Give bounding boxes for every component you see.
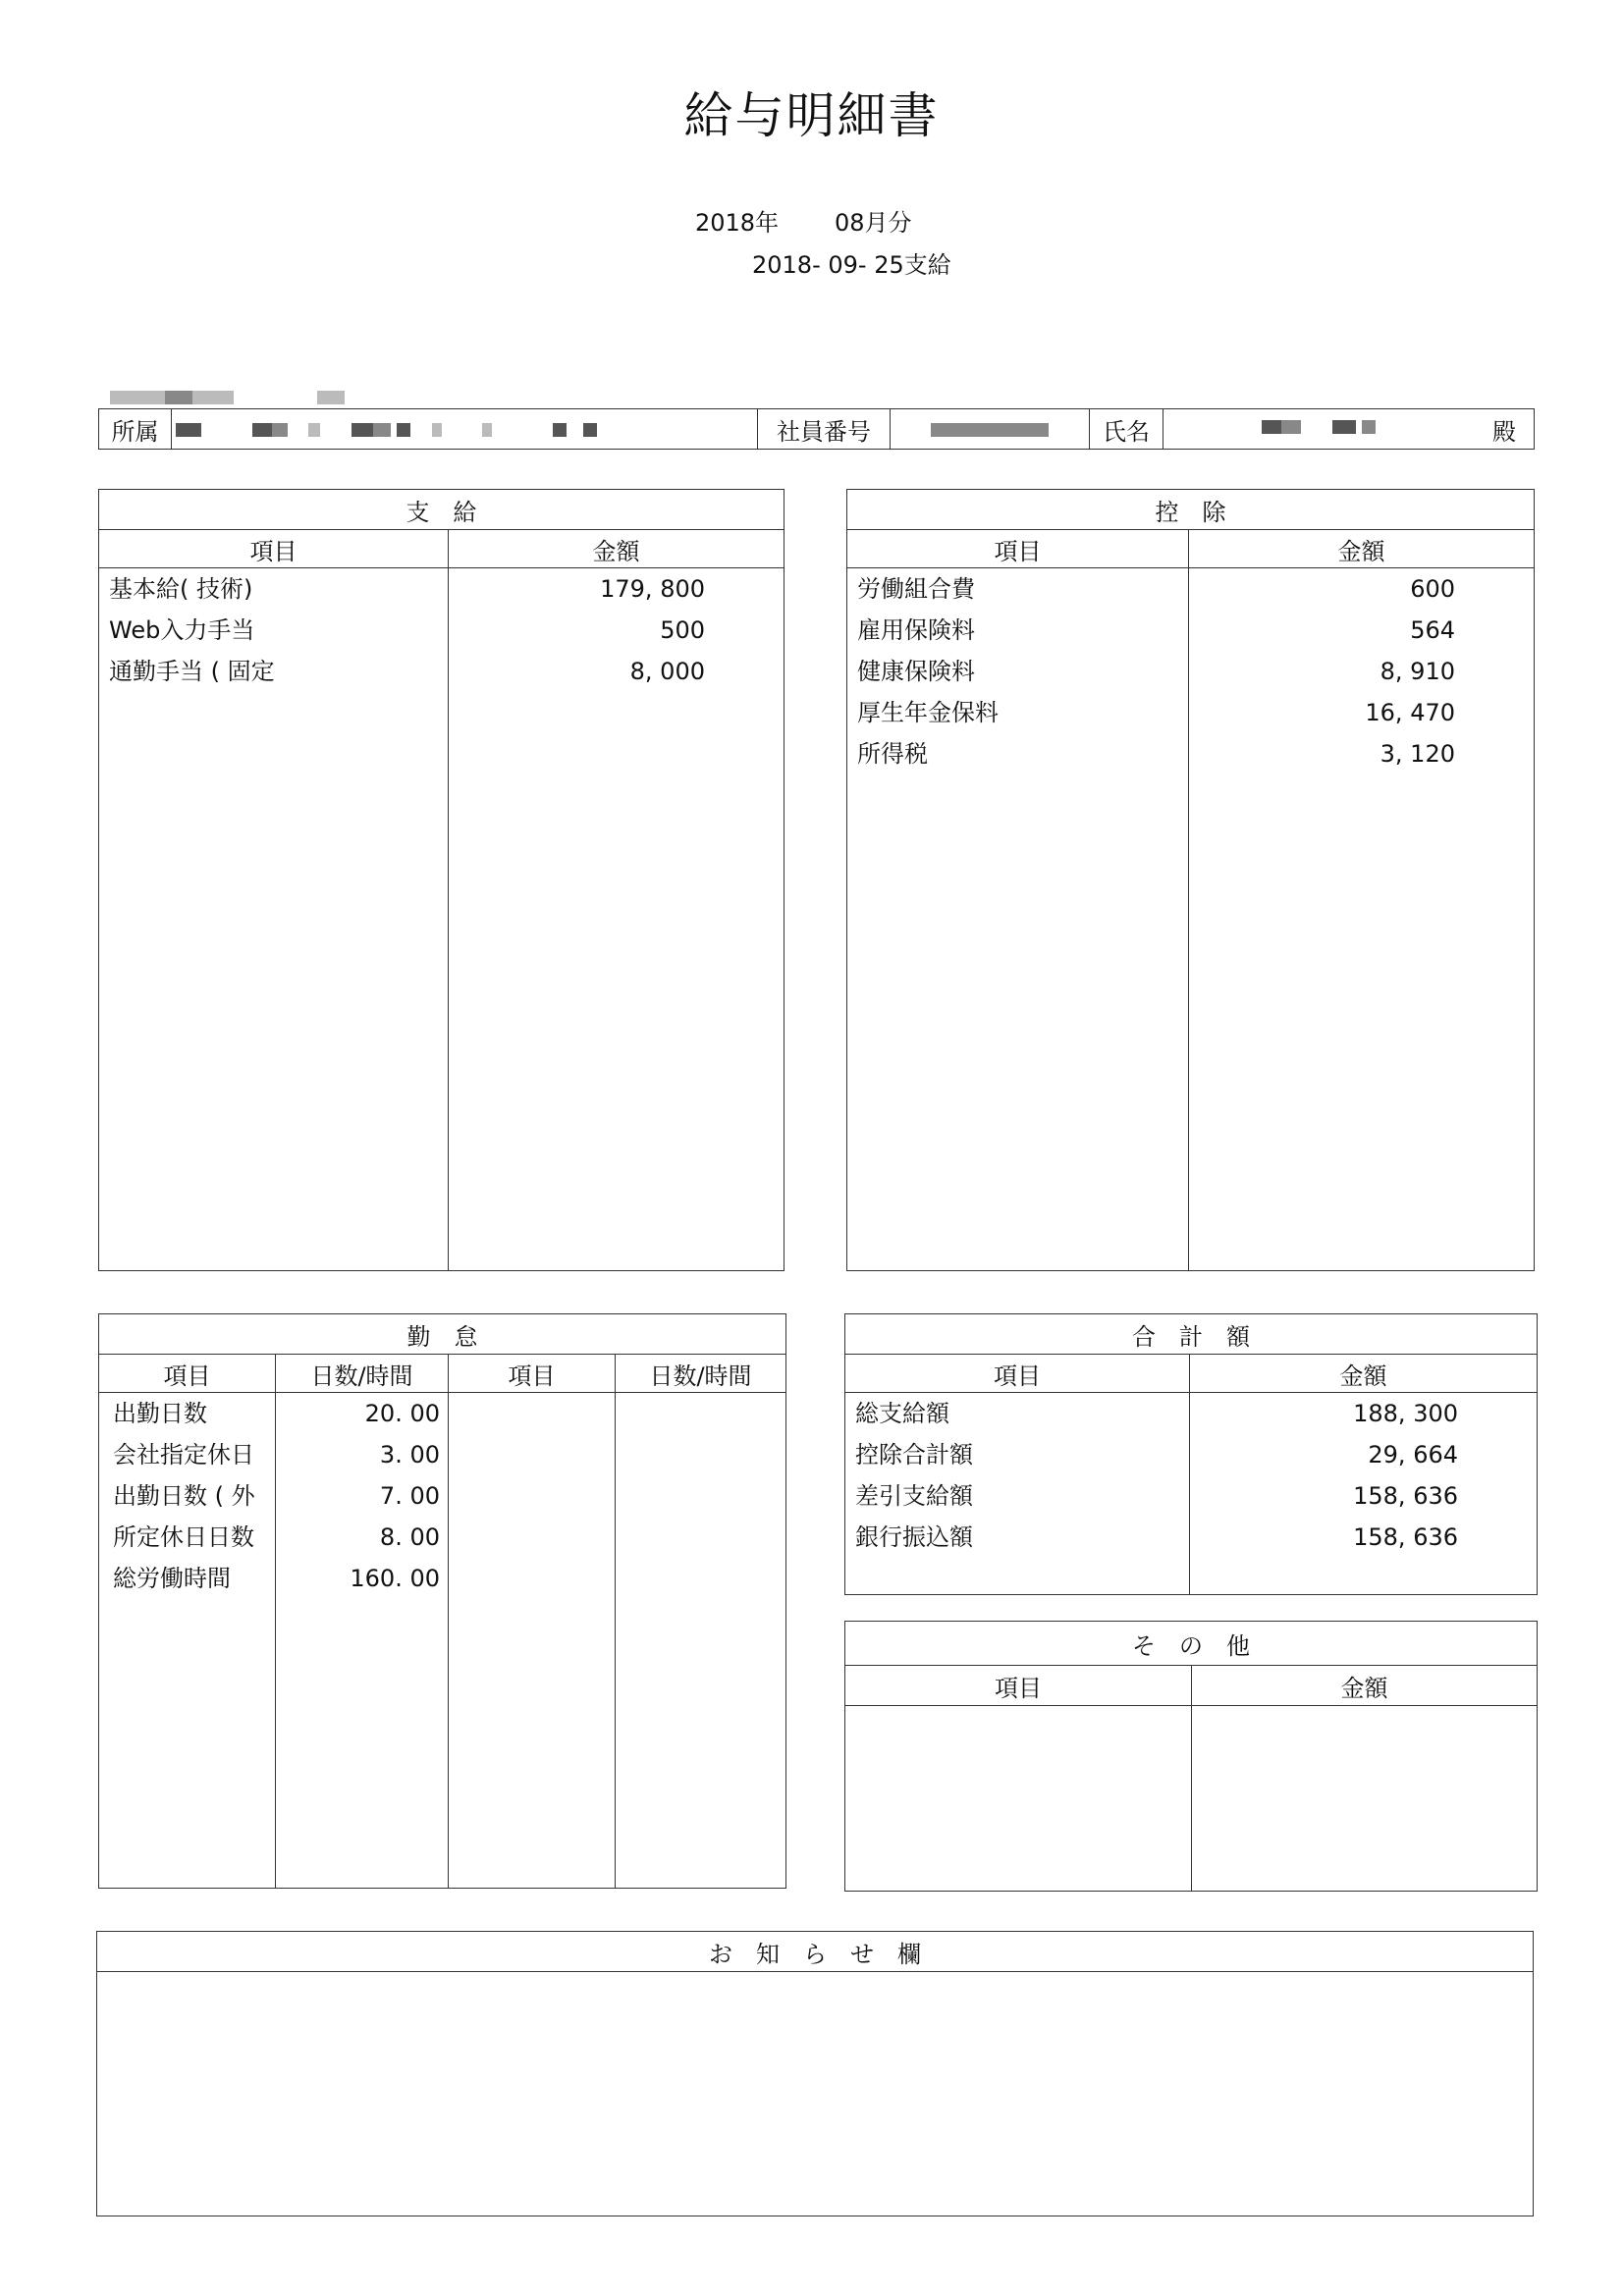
deduction-amount: 564	[1410, 616, 1455, 644]
attendance-item: 出勤日数 ( 外	[113, 1482, 255, 1510]
redacted-company-name	[110, 387, 345, 405]
emp-no-label: 社員番号	[758, 409, 891, 450]
deduction-item: 雇用保険料	[857, 616, 975, 644]
payment-item: Web入力手当	[109, 616, 255, 644]
attendance-value: 8. 00	[379, 1523, 440, 1551]
pay-year: 2018年	[695, 209, 780, 237]
attendance-col-days-2: 日数/時間	[616, 1355, 786, 1393]
deductions-col-item: 項目	[847, 530, 1189, 568]
deduction-item: 厚生年金保料	[857, 699, 999, 726]
payments-title: 支 給	[99, 490, 784, 530]
totals-item: 控除合計額	[855, 1441, 973, 1468]
deductions-col-amount: 金額	[1189, 530, 1535, 568]
attendance-col-item-2: 項目	[449, 1355, 616, 1393]
dept-value-redacted	[172, 409, 758, 450]
notice-body	[97, 1972, 1534, 2216]
name-label: 氏名	[1090, 409, 1163, 450]
attendance-item: 所定休日日数	[113, 1523, 254, 1551]
deduction-amount: 16, 470	[1365, 699, 1455, 726]
attendance-value: 160. 00	[350, 1565, 440, 1592]
deductions-table	[846, 489, 1535, 1271]
payment-item: 基本給( 技術)	[109, 575, 253, 603]
attendance-item: 会社指定休日	[113, 1441, 254, 1468]
other-col-item: 項目	[845, 1666, 1192, 1706]
payments-col-amount: 金額	[449, 530, 784, 568]
attendance-value: 3. 00	[379, 1441, 440, 1468]
pay-month: 08月分	[835, 209, 912, 237]
deduction-item: 労働組合費	[857, 575, 975, 603]
payment-amount: 500	[660, 616, 705, 644]
payment-amount: 8, 000	[629, 658, 705, 685]
attendance-title: 勤 怠	[99, 1314, 786, 1355]
totals-amount: 188, 300	[1353, 1400, 1458, 1427]
totals-item: 銀行振込額	[855, 1523, 973, 1551]
deduction-item: 所得税	[857, 740, 928, 768]
dept-label: 所属	[99, 409, 172, 450]
totals-item: 差引支給額	[855, 1482, 973, 1510]
totals-table	[844, 1313, 1538, 1595]
totals-amount: 158, 636	[1353, 1482, 1458, 1510]
attendance-value: 20. 00	[364, 1400, 440, 1427]
payments-col-item: 項目	[99, 530, 449, 568]
employee-info-table	[98, 408, 1535, 450]
deduction-amount: 600	[1410, 575, 1455, 603]
pay-date: 2018- 09- 25支給	[752, 251, 951, 279]
deductions-title: 控 除	[847, 490, 1535, 530]
attendance-col-item: 項目	[99, 1355, 276, 1393]
attendance-empty-col	[449, 1393, 616, 1889]
attendance-item: 出勤日数	[113, 1400, 207, 1427]
other-item-empty	[845, 1706, 1192, 1892]
payments-table	[98, 489, 784, 1271]
deduction-item: 健康保険料	[857, 658, 975, 685]
attendance-table	[98, 1313, 786, 1889]
payment-item: 通勤手当 ( 固定	[109, 658, 275, 685]
document-title: 給与明細書	[683, 87, 940, 144]
attendance-item: 総労働時間	[113, 1565, 231, 1592]
attendance-col-days: 日数/時間	[276, 1355, 449, 1393]
other-table	[844, 1621, 1538, 1892]
other-amount-empty	[1192, 1706, 1538, 1892]
totals-amount: 158, 636	[1353, 1523, 1458, 1551]
other-col-amount: 金額	[1192, 1666, 1538, 1706]
attendance-empty-col	[616, 1393, 786, 1889]
totals-col-item: 項目	[845, 1355, 1190, 1393]
totals-item: 総支給額	[855, 1400, 949, 1427]
totals-amount: 29, 664	[1368, 1441, 1458, 1468]
name-cell	[1163, 409, 1535, 450]
totals-col-amount: 金額	[1190, 1355, 1538, 1393]
honorific: 殿	[1492, 417, 1516, 446]
other-title: そ の 他	[845, 1622, 1538, 1666]
notice-title: お 知 ら せ 欄	[97, 1932, 1534, 1972]
deduction-amount: 3, 120	[1380, 740, 1455, 768]
emp-no-redacted	[891, 409, 1090, 450]
notice-table	[96, 1931, 1534, 2216]
totals-title: 合 計 額	[845, 1314, 1538, 1355]
payment-amount: 179, 800	[600, 575, 705, 603]
attendance-value: 7. 00	[379, 1482, 440, 1510]
deduction-amount: 8, 910	[1380, 658, 1455, 685]
